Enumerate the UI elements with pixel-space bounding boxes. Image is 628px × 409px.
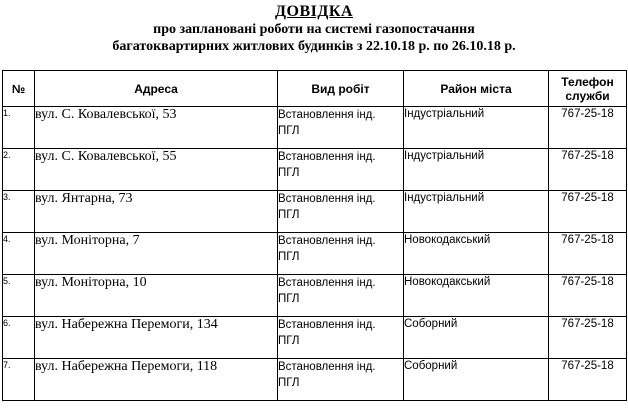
table-row <box>3 275 627 317</box>
header-phone-line-2: служби <box>565 88 610 103</box>
row-phone: 767-25-18 <box>549 233 627 275</box>
row-district: Індустріальний <box>404 107 549 149</box>
document-header <box>0 3 628 55</box>
row-work-type: Встановлення інд. ПГЛ <box>278 317 404 359</box>
row-district: Новокодакський <box>404 233 549 275</box>
document-subtitle-line-2: багатоквартирних житлових будинків з 22.10.18 р. по 26.10.18 р. <box>112 39 516 54</box>
row-address: вул. Набережна Перемоги, 118 <box>35 359 278 401</box>
row-address: вул. Набережна Перемоги, 134 <box>35 317 278 359</box>
row-address: вул. С. Ковалевської, 55 <box>35 149 278 191</box>
table-row <box>3 149 627 191</box>
row-district: Новокодакський <box>404 275 549 317</box>
works-schedule-table <box>2 70 627 401</box>
row-work-type: Встановлення інд. ПГЛ <box>278 359 404 401</box>
row-work-type: Встановлення інд. ПГЛ <box>278 149 404 191</box>
row-number: 3. <box>3 191 35 233</box>
row-work-type: Встановлення інд. ПГЛ <box>278 233 404 275</box>
table-row <box>3 317 627 359</box>
row-district: Соборний <box>404 359 549 401</box>
header-phone <box>549 71 627 107</box>
row-number: 6. <box>3 317 35 359</box>
row-address: вул. Янтарна, 73 <box>35 191 278 233</box>
row-address: вул. Моніторна, 10 <box>35 275 278 317</box>
table-row <box>3 359 627 401</box>
table-row <box>3 191 627 233</box>
row-number: 4. <box>3 233 35 275</box>
row-address: вул. С. Ковалевської, 53 <box>35 107 278 149</box>
header-address: Адреса <box>35 71 278 107</box>
header-phone-line-1: Телефон <box>561 74 614 89</box>
row-district: Індустріальний <box>404 191 549 233</box>
document-subtitle-line-1: про заплановані роботи на системі газопостачання <box>153 22 475 37</box>
row-address: вул. Моніторна, 7 <box>35 233 278 275</box>
header-district: Район міста <box>404 71 549 107</box>
row-phone: 767-25-18 <box>549 191 627 233</box>
row-number: 1. <box>3 107 35 149</box>
row-work-type: Встановлення інд. ПГЛ <box>278 191 404 233</box>
row-work-type: Встановлення інд. ПГЛ <box>278 107 404 149</box>
document-title: ДОВІДКА <box>274 3 353 20</box>
header-number: № <box>3 71 35 107</box>
row-phone: 767-25-18 <box>549 317 627 359</box>
row-phone: 767-25-18 <box>549 107 627 149</box>
row-district: Соборний <box>404 317 549 359</box>
row-phone: 767-25-18 <box>549 359 627 401</box>
header-work-type: Вид робіт <box>278 71 404 107</box>
table-row <box>3 233 627 275</box>
row-number: 5. <box>3 275 35 317</box>
table-header-row <box>3 71 627 107</box>
row-work-type: Встановлення інд. ПГЛ <box>278 275 404 317</box>
table-row <box>3 107 627 149</box>
row-number: 7. <box>3 359 35 401</box>
row-district: Індустріальний <box>404 149 549 191</box>
row-phone: 767-25-18 <box>549 275 627 317</box>
row-phone: 767-25-18 <box>549 149 627 191</box>
row-number: 2. <box>3 149 35 191</box>
